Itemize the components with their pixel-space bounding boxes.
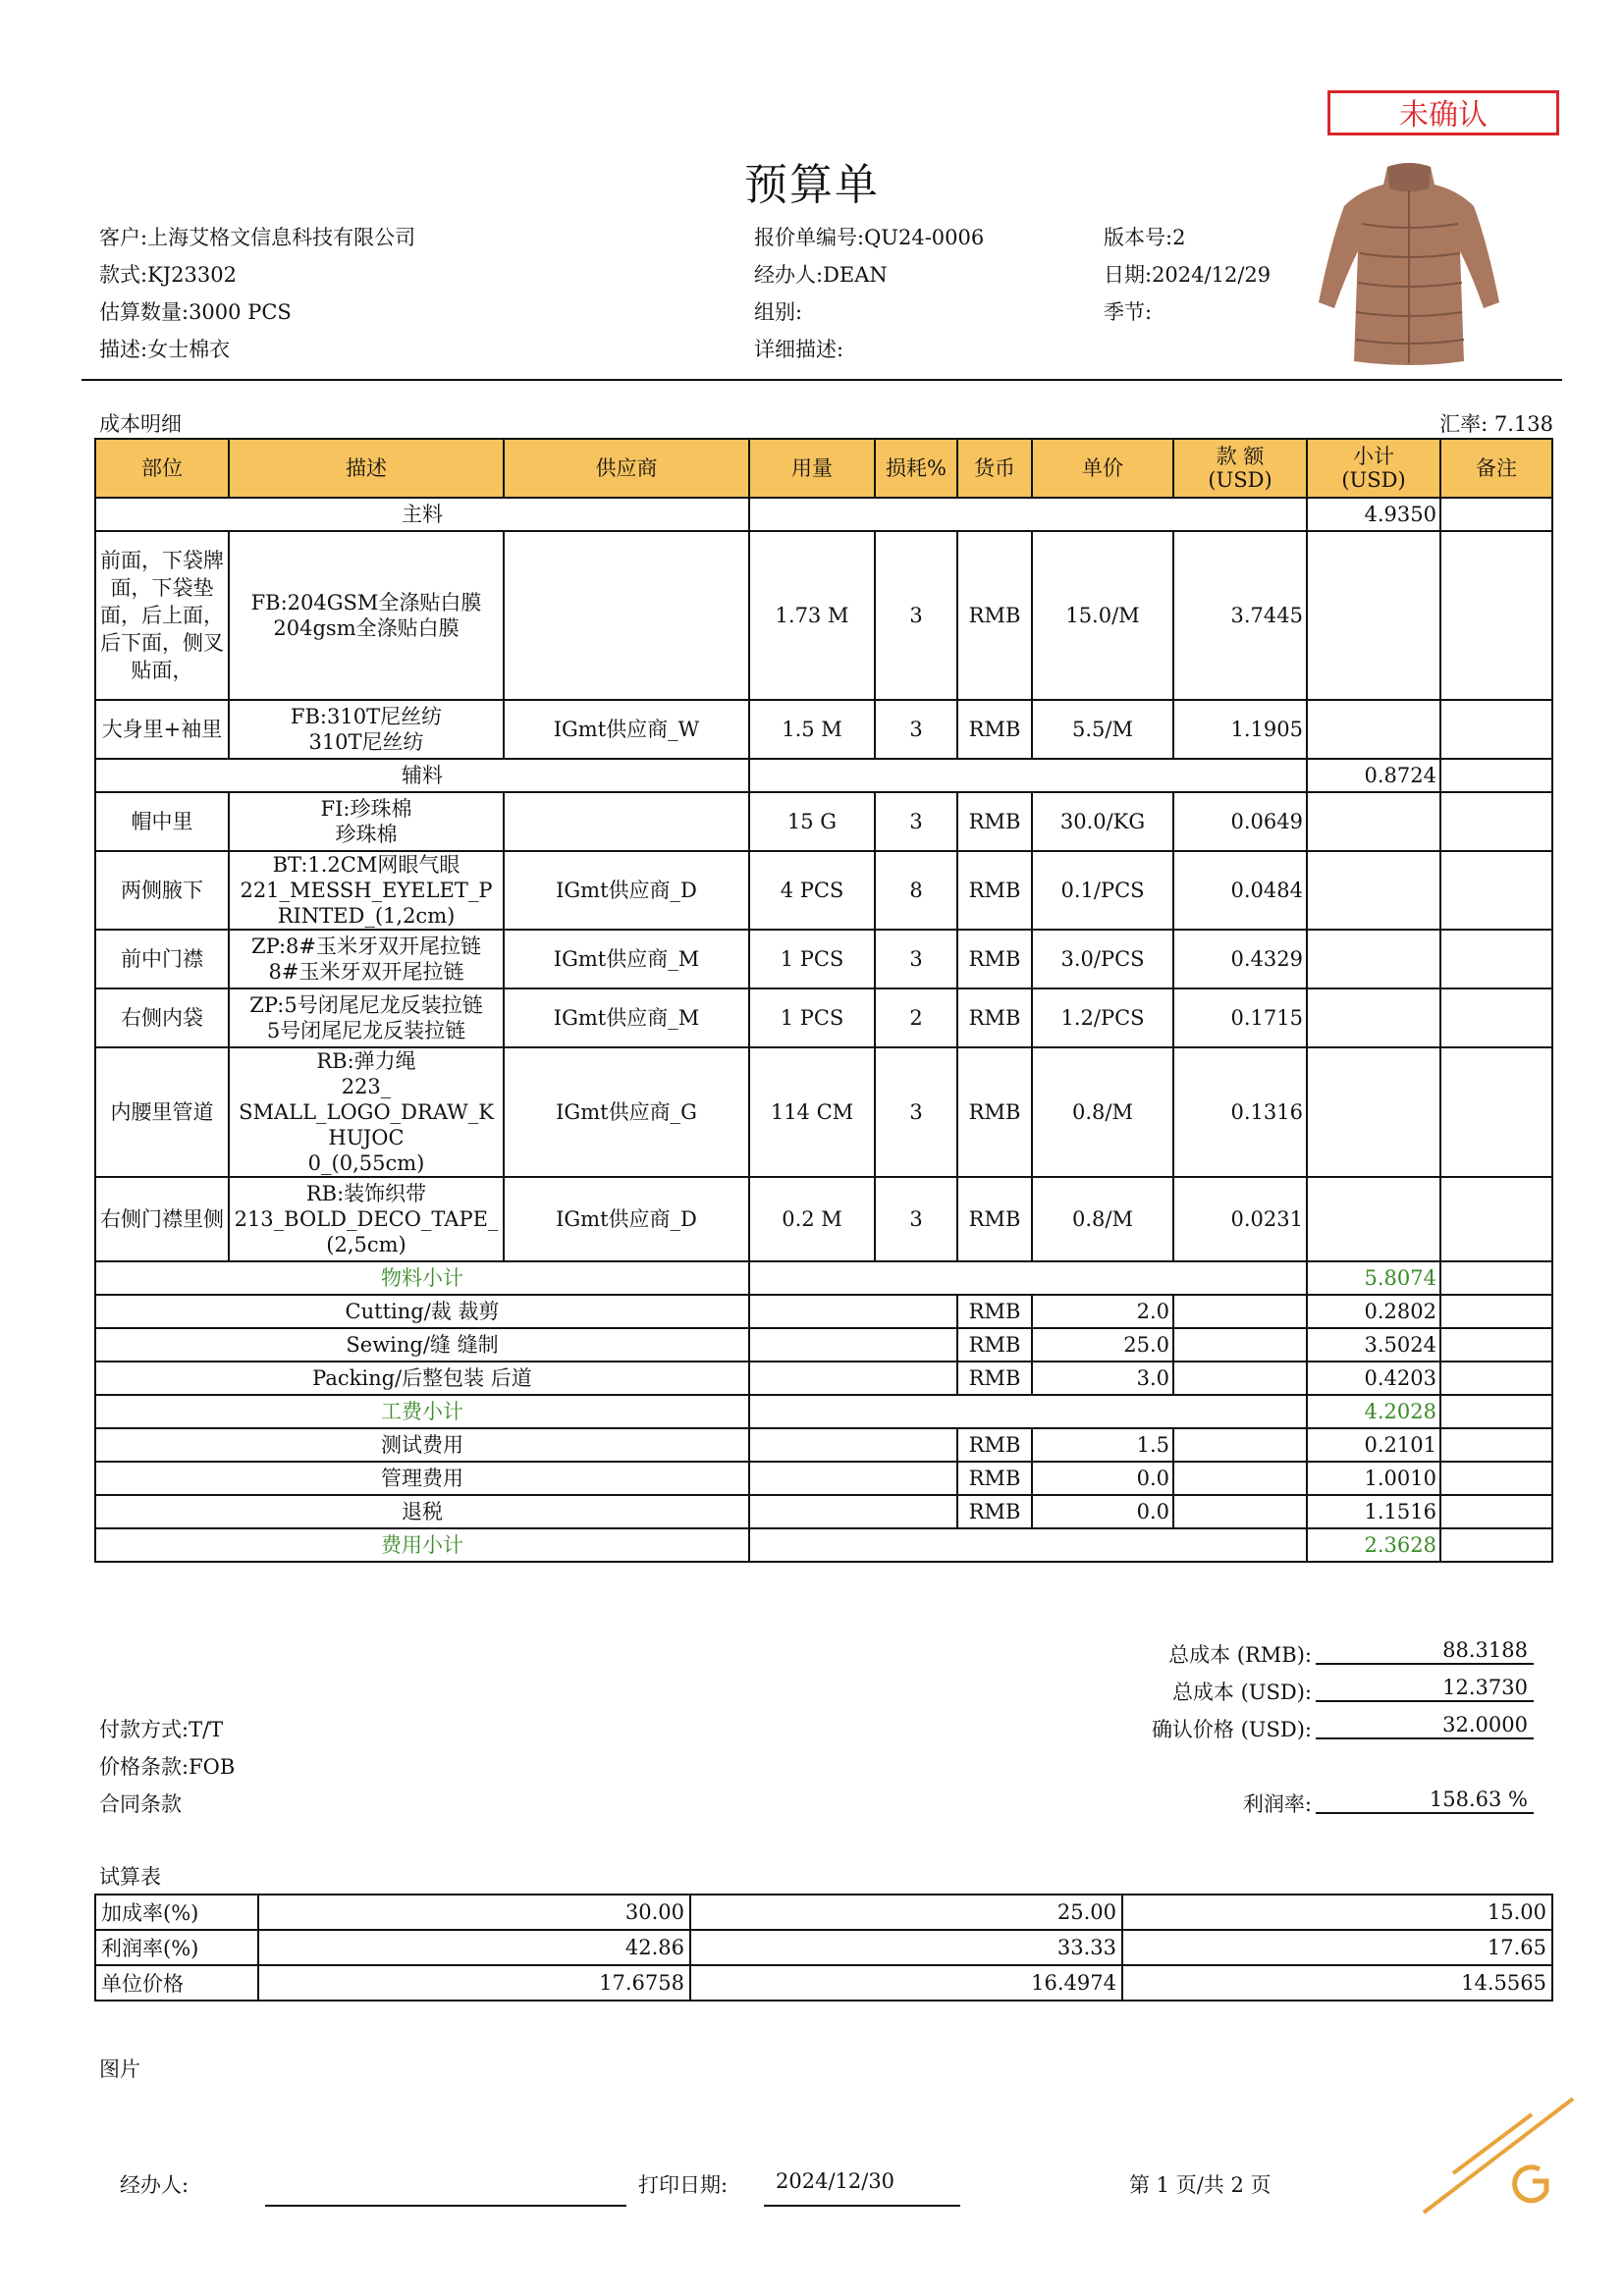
loss-cell: 3: [875, 700, 957, 759]
table-cell: [1307, 930, 1440, 988]
table-row: [95, 930, 1552, 988]
table-cell: [749, 1261, 1307, 1295]
table-cell: [1307, 792, 1440, 851]
col-price: 单价: [1032, 439, 1173, 498]
trial-cell: 16.4974: [690, 1965, 1122, 2001]
table-row: [95, 1328, 1552, 1362]
col-supplier: 供应商: [504, 439, 749, 498]
table-row: [95, 1177, 1552, 1261]
trial-row-label: 利润率(%): [95, 1930, 258, 1965]
table-row: [95, 1428, 1552, 1462]
trial-table-title: 试算表: [99, 1865, 161, 1889]
total-rmb-label: 总成本 (RMB):: [1168, 1643, 1312, 1667]
part-cell: 前面，下袋牌面，下袋垫面，后上面，后下面，侧叉贴面，: [95, 531, 229, 700]
confirm-price-value: 32.0000: [1316, 1710, 1534, 1739]
amount-cell: 0.1316: [1173, 1047, 1307, 1177]
table-cell: [1440, 1047, 1552, 1177]
trial-cell: 17.65: [1122, 1930, 1552, 1965]
table-cell: [1440, 759, 1552, 792]
price-cell: 0.0: [1032, 1495, 1173, 1528]
subtotal-cell: 1.0010: [1307, 1462, 1440, 1495]
print-date-label: 打印日期:: [638, 2173, 729, 2197]
table-row: [95, 1261, 1552, 1295]
desc-cell: BT:1.2CM网眼气眼 221_MESSH_EYELET_PRINTED_(1,2cm): [229, 851, 504, 930]
usage-cell: 1.73 M: [749, 531, 875, 700]
col-amount: 款 额 (USD): [1173, 439, 1307, 498]
section-subtotal: 4.2028: [1307, 1395, 1440, 1428]
section-label: 费用小计: [95, 1528, 749, 1562]
subtotal-cell: 0.2802: [1307, 1295, 1440, 1328]
usage-cell: 1 PCS: [749, 930, 875, 988]
currency-cell: RMB: [957, 1177, 1032, 1261]
detail-description: 详细描述:: [754, 338, 844, 361]
amount-cell: 0.4329: [1173, 930, 1307, 988]
table-cell: [1440, 988, 1552, 1047]
table-row: [95, 1528, 1552, 1562]
part-cell: 内腰里管道: [95, 1047, 229, 1177]
group: 组别:: [754, 300, 803, 324]
cost-item-label: 退税: [95, 1495, 749, 1528]
price-cell: 25.0: [1032, 1328, 1173, 1362]
currency-cell: RMB: [957, 1428, 1032, 1462]
trial-cell: 25.00: [690, 1895, 1122, 1930]
col-part: 部位: [95, 439, 229, 498]
trial-cell: 15.00: [1122, 1895, 1552, 1930]
cost-item-label: Cutting/裁 裁剪: [95, 1295, 749, 1328]
table-cell: [1173, 1462, 1307, 1495]
date: 日期:2024/12/29: [1104, 263, 1272, 287]
price-cell: 0.8/M: [1032, 1177, 1173, 1261]
subtotal-cell: 0.2101: [1307, 1428, 1440, 1462]
section-subtotal: 0.8724: [1307, 759, 1440, 792]
table-cell: [1307, 700, 1440, 759]
loss-cell: 3: [875, 792, 957, 851]
table-row: [95, 1362, 1552, 1395]
section-label: 物料小计: [95, 1261, 749, 1295]
table-cell: [749, 759, 1307, 792]
print-date: 2024/12/30: [776, 2169, 895, 2193]
trial-cell: 14.5565: [1122, 1965, 1552, 2001]
part-cell: 右侧内袋: [95, 988, 229, 1047]
contract-terms: 合同条款: [99, 1792, 182, 1816]
style: 款式:KJ23302: [99, 263, 237, 287]
loss-cell: 3: [875, 531, 957, 700]
table-cell: [749, 1528, 1307, 1562]
subtotal-cell: 1.1516: [1307, 1495, 1440, 1528]
supplier-cell: IGmt供应商_M: [504, 930, 749, 988]
desc-cell: ZP:8#玉米牙双开尾拉链 8#玉米牙双开尾拉链: [229, 930, 504, 988]
table-row: [95, 1495, 1552, 1528]
desc-cell: FI:珍珠棉 珍珠棉: [229, 792, 504, 851]
pictures-label: 图片: [99, 2057, 140, 2081]
price-cell: 3.0: [1032, 1362, 1173, 1395]
currency-cell: RMB: [957, 1047, 1032, 1177]
table-cell: [749, 1428, 957, 1462]
currency-cell: RMB: [957, 531, 1032, 700]
down-coat-image: [1311, 155, 1507, 366]
confirm-price-label: 确认价格 (USD):: [1151, 1718, 1312, 1741]
table-cell: [749, 498, 1307, 531]
table-row: [95, 1395, 1552, 1428]
part-cell: 两侧腋下: [95, 851, 229, 930]
table-cell: [749, 1462, 957, 1495]
trial-cell: 30.00: [258, 1895, 690, 1930]
table-cell: [1440, 1295, 1552, 1328]
table-cell: [1440, 930, 1552, 988]
table-row: [95, 1930, 1552, 1965]
g-logo-icon: [1414, 2091, 1581, 2218]
trial-row-label: 单位价格: [95, 1965, 258, 2001]
cost-item-label: Sewing/缝 缝制: [95, 1328, 749, 1362]
cost-item-label: 管理费用: [95, 1462, 749, 1495]
currency-cell: RMB: [957, 700, 1032, 759]
table-row: [95, 851, 1552, 930]
price-cell: 15.0/M: [1032, 531, 1173, 700]
loss-cell: 8: [875, 851, 957, 930]
cost-table: [94, 438, 1553, 1563]
table-row: [95, 1047, 1552, 1177]
table-cell: [749, 1295, 957, 1328]
table-cell: [1440, 851, 1552, 930]
loss-cell: 3: [875, 1177, 957, 1261]
price-cell: 1.5: [1032, 1428, 1173, 1462]
table-cell: [1440, 498, 1552, 531]
table-cell: [749, 1362, 957, 1395]
table-cell: [1440, 531, 1552, 700]
table-row: [95, 792, 1552, 851]
table-cell: [749, 1495, 957, 1528]
col-currency: 货币: [957, 439, 1032, 498]
price-cell: 0.8/M: [1032, 1047, 1173, 1177]
table-cell: [1440, 1261, 1552, 1295]
total-usd-label: 总成本 (USD):: [1171, 1681, 1312, 1704]
table-cell: [1440, 792, 1552, 851]
footer-handler-label: 经办人:: [120, 2173, 189, 2197]
table-cell: [1440, 1495, 1552, 1528]
cost-section-title: 成本明细: [99, 412, 182, 436]
signature-line: [265, 2205, 626, 2207]
total-usd-value: 12.3730: [1316, 1673, 1534, 1702]
price-cell: 1.2/PCS: [1032, 988, 1173, 1047]
exchange-rate: 汇率: 7.138: [1439, 412, 1553, 436]
table-cell: [1307, 988, 1440, 1047]
profit-rate-label: 利润率:: [1242, 1792, 1312, 1816]
supplier-cell: IGmt供应商_D: [504, 1177, 749, 1261]
estimated-qty: 估算数量:3000 PCS: [99, 300, 292, 324]
section-label: 工费小计: [95, 1395, 749, 1428]
page-number: 第 1 页/共 2 页: [1129, 2173, 1272, 2197]
description: 描述:女士棉衣: [99, 338, 231, 361]
cost-item-label: Packing/后整包装 后道: [95, 1362, 749, 1395]
table-cell: [1440, 1328, 1552, 1362]
table-row: [95, 1965, 1552, 2001]
trial-cell: 17.6758: [258, 1965, 690, 2001]
amount-cell: 0.0649: [1173, 792, 1307, 851]
table-cell: [1173, 1362, 1307, 1395]
table-cell: [1307, 531, 1440, 700]
amount-cell: 0.1715: [1173, 988, 1307, 1047]
currency-cell: RMB: [957, 851, 1032, 930]
usage-cell: 1.5 M: [749, 700, 875, 759]
part-cell: 右侧门襟里侧: [95, 1177, 229, 1261]
table-row: [95, 531, 1552, 700]
loss-cell: 2: [875, 988, 957, 1047]
trial-cell: 42.86: [258, 1930, 690, 1965]
table-cell: [1440, 1528, 1552, 1562]
usage-cell: 0.2 M: [749, 1177, 875, 1261]
currency-cell: RMB: [957, 1362, 1032, 1395]
quote-number: 报价单编号:QU24-0006: [754, 226, 985, 249]
subtotal-cell: 3.5024: [1307, 1328, 1440, 1362]
currency-cell: RMB: [957, 930, 1032, 988]
price-terms: 价格条款:FOB: [99, 1755, 236, 1779]
price-cell: 30.0/KG: [1032, 792, 1173, 851]
version: 版本号:2: [1104, 226, 1186, 249]
profit-rate-value: 158.63 %: [1316, 1785, 1534, 1814]
cost-item-label: 测试费用: [95, 1428, 749, 1462]
usage-cell: 1 PCS: [749, 988, 875, 1047]
supplier-cell: [504, 531, 749, 700]
currency-cell: RMB: [957, 1295, 1032, 1328]
table-cell: [1173, 1295, 1307, 1328]
col-remark: 备注: [1440, 439, 1552, 498]
trial-row-label: 加成率(%): [95, 1895, 258, 1930]
desc-cell: FB:204GSM全涤贴白膜 204gsm全涤贴白膜: [229, 531, 504, 700]
supplier-cell: IGmt供应商_W: [504, 700, 749, 759]
currency-cell: RMB: [957, 1328, 1032, 1362]
currency-cell: RMB: [957, 1495, 1032, 1528]
loss-cell: 3: [875, 930, 957, 988]
table-cell: [1173, 1328, 1307, 1362]
desc-cell: FB:310T尼丝纺 310T尼丝纺: [229, 700, 504, 759]
price-cell: 3.0/PCS: [1032, 930, 1173, 988]
table-cell: [749, 1395, 1307, 1428]
table-cell: [1173, 1428, 1307, 1462]
section-subtotal: 5.8074: [1307, 1261, 1440, 1295]
currency-cell: RMB: [957, 1462, 1032, 1495]
page-title: 预算单: [744, 160, 880, 210]
table-row: [95, 1895, 1552, 1930]
table-cell: [1440, 1177, 1552, 1261]
loss-cell: 3: [875, 1047, 957, 1177]
part-cell: 大身里+袖里: [95, 700, 229, 759]
table-header-row: [95, 439, 1552, 498]
table-cell: [1307, 1047, 1440, 1177]
section-label: 辅料: [95, 759, 749, 792]
supplier-cell: IGmt供应商_D: [504, 851, 749, 930]
trial-table: [94, 1894, 1553, 2002]
status-stamp: 未确认: [1327, 90, 1559, 135]
payment-terms: 付款方式:T/T: [99, 1718, 224, 1741]
part-cell: 帽中里: [95, 792, 229, 851]
table-row: [95, 700, 1552, 759]
col-subtotal: 小计 (USD): [1307, 439, 1440, 498]
table-cell: [1440, 1395, 1552, 1428]
col-loss: 损耗%: [875, 439, 957, 498]
total-rmb-value: 88.3188: [1316, 1635, 1534, 1665]
print-date-line: [764, 2205, 960, 2207]
table-cell: [1440, 1462, 1552, 1495]
desc-cell: RB:装饰织带 213_BOLD_DECO_TAPE_(2,5cm): [229, 1177, 504, 1261]
table-cell: [1173, 1495, 1307, 1528]
table-cell: [1440, 1428, 1552, 1462]
part-cell: 前中门襟: [95, 930, 229, 988]
table-cell: [1307, 851, 1440, 930]
col-usage: 用量: [749, 439, 875, 498]
section-subtotal: 2.3628: [1307, 1528, 1440, 1562]
desc-cell: ZP:5号闭尾尼龙反装拉链 5号闭尾尼龙反装拉链: [229, 988, 504, 1047]
price-cell: 0.0: [1032, 1462, 1173, 1495]
section-label: 主料: [95, 498, 749, 531]
amount-cell: 0.0484: [1173, 851, 1307, 930]
usage-cell: 15 G: [749, 792, 875, 851]
amount-cell: 3.7445: [1173, 531, 1307, 700]
handler: 经办人:DEAN: [754, 263, 888, 287]
currency-cell: RMB: [957, 988, 1032, 1047]
table-row: [95, 988, 1552, 1047]
table-row: [95, 759, 1552, 792]
table-cell: [1440, 1362, 1552, 1395]
table-cell: [1307, 1177, 1440, 1261]
section-subtotal: 4.9350: [1307, 498, 1440, 531]
table-row: [95, 1295, 1552, 1328]
table-cell: [1440, 700, 1552, 759]
amount-cell: 1.1905: [1173, 700, 1307, 759]
table-cell: [749, 1328, 957, 1362]
amount-cell: 0.0231: [1173, 1177, 1307, 1261]
subtotal-cell: 0.4203: [1307, 1362, 1440, 1395]
price-cell: 0.1/PCS: [1032, 851, 1173, 930]
usage-cell: 114 CM: [749, 1047, 875, 1177]
usage-cell: 4 PCS: [749, 851, 875, 930]
supplier-cell: IGmt供应商_G: [504, 1047, 749, 1177]
price-cell: 5.5/M: [1032, 700, 1173, 759]
supplier-cell: [504, 792, 749, 851]
header-divider: [81, 379, 1562, 381]
customer: 客户:上海艾格文信息科技有限公司: [99, 226, 416, 249]
table-row: [95, 498, 1552, 531]
table-row: [95, 1462, 1552, 1495]
price-cell: 2.0: [1032, 1295, 1173, 1328]
desc-cell: RB:弹力绳 223_ SMALL_LOGO_DRAW_KHUJOC 0_(0,55cm): [229, 1047, 504, 1177]
supplier-cell: IGmt供应商_M: [504, 988, 749, 1047]
currency-cell: RMB: [957, 792, 1032, 851]
col-desc: 描述: [229, 439, 504, 498]
trial-cell: 33.33: [690, 1930, 1122, 1965]
season: 季节:: [1104, 300, 1153, 324]
